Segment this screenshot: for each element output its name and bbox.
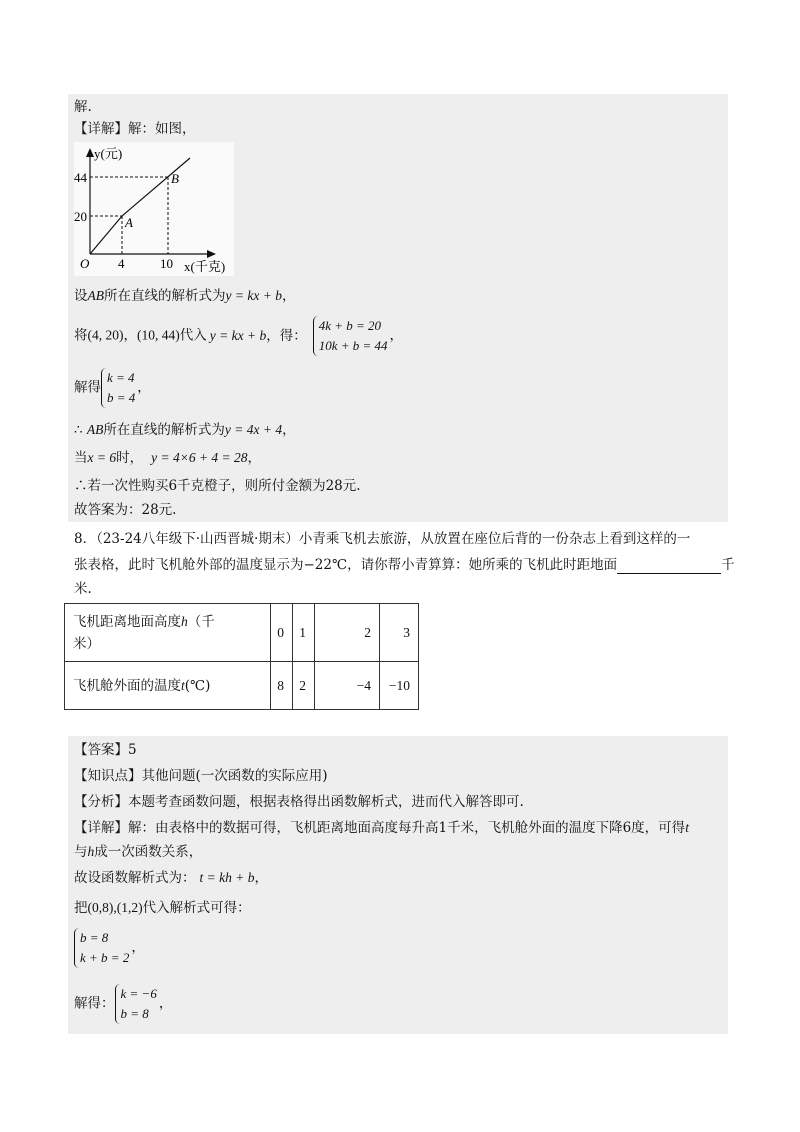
system-row-2 bbox=[74, 928, 145, 968]
sub-pre: 将 bbox=[74, 327, 88, 344]
table-cell: −4 bbox=[315, 662, 380, 710]
x-axis-label: x(千克) bbox=[184, 259, 226, 274]
line-graph bbox=[74, 142, 234, 276]
table-cell: 2 bbox=[293, 662, 315, 710]
row2-unit: (℃) bbox=[184, 677, 211, 694]
set-function-row bbox=[74, 869, 268, 887]
q8-line-2-text: 张表格，此时飞机舱外部的温度显示为−22℃，请你帮小青算算：她所乘的飞机此时距地面 bbox=[74, 557, 618, 573]
row1-label-a: 飞机距离地面高度 bbox=[73, 613, 181, 630]
set-line bbox=[74, 287, 295, 305]
when-pre: 当 bbox=[74, 450, 88, 466]
when-eq: y = 4×6 + 4 = 28 bbox=[151, 450, 248, 465]
table-cell: 3 bbox=[380, 604, 419, 662]
detail2-text: 解：由表格中的数据可得，飞机距离地面高度每升高1千米，飞机舱外面的温度下降6度，可得 bbox=[128, 820, 686, 836]
set-ab: AB bbox=[87, 288, 104, 303]
solve-line-1 bbox=[74, 368, 151, 408]
answer-blank bbox=[617, 559, 721, 574]
sub-get: ，得： bbox=[266, 327, 307, 344]
set-mid: 所在直线的解析式为 bbox=[104, 288, 226, 304]
sub-eq: y = kx + b bbox=[209, 327, 267, 343]
substitute-line bbox=[74, 316, 403, 356]
data-table bbox=[64, 603, 419, 710]
solution-system-1 bbox=[101, 368, 137, 408]
origin-label: O bbox=[80, 256, 90, 271]
equation-system-1 bbox=[313, 316, 390, 356]
analysis-text: 本题考查函数问题，根据表格得出函数解析式，进而代入解答即可. bbox=[128, 794, 524, 810]
sub-mid: 代入 bbox=[179, 327, 207, 344]
table-cell: 8 bbox=[271, 662, 293, 710]
detail2-pre: 与 bbox=[74, 844, 88, 860]
x-tick-4: 4 bbox=[118, 256, 125, 271]
detail-line bbox=[74, 120, 196, 138]
solve-row-2 bbox=[74, 984, 172, 1024]
table-cell: 0 bbox=[271, 604, 293, 662]
set-eq: y = kx + b bbox=[225, 288, 282, 303]
q8-line-2-post: 千 bbox=[721, 557, 735, 573]
sol1-a: k = 4 bbox=[107, 370, 135, 385]
therefore-line-1 bbox=[74, 421, 296, 439]
solve2-label: 解得： bbox=[74, 995, 115, 1012]
y-axis-label: y(元) bbox=[94, 146, 123, 161]
therefore-end: ， bbox=[282, 422, 296, 438]
x-axis-arrow bbox=[207, 250, 216, 258]
detail2-var-h: h bbox=[87, 844, 95, 859]
point-b-label: B bbox=[171, 171, 179, 186]
set-function-end: ， bbox=[254, 870, 268, 886]
answer-row bbox=[74, 741, 137, 759]
q8-line-2 bbox=[74, 556, 735, 574]
row1-label-b: （千 bbox=[187, 613, 215, 630]
therefore-ab: AB bbox=[86, 422, 104, 437]
sub-point-2: (10, 44) bbox=[137, 327, 180, 343]
sys1-eq-a: 4k + b = 20 bbox=[318, 318, 382, 333]
sol2-b: b = 8 bbox=[120, 1006, 149, 1021]
sub2-post: 代入解析式可得： bbox=[142, 900, 251, 916]
sol2-end: ， bbox=[158, 995, 173, 1012]
detail2-label: 【详解】 bbox=[74, 820, 128, 836]
row1-var: h bbox=[181, 613, 188, 629]
when-mid: 时， bbox=[116, 450, 144, 466]
detail-row-2 bbox=[74, 843, 202, 861]
sys2-a: b = 8 bbox=[80, 930, 109, 945]
table-cell: 1 bbox=[293, 604, 315, 662]
table-cell: −10 bbox=[380, 662, 419, 710]
sys2-end: ， bbox=[131, 939, 145, 956]
sub-sep: ， bbox=[123, 327, 137, 344]
detail2-text-2: 成一次函数关系， bbox=[94, 844, 203, 860]
x-tick-10: 10 bbox=[160, 256, 173, 271]
knowledge-row bbox=[74, 767, 328, 785]
solution-system-2 bbox=[115, 984, 159, 1024]
sub-point-1: (4, 20) bbox=[87, 327, 124, 343]
detail-text: 解：如图， bbox=[128, 121, 196, 137]
sol2-a: k = −6 bbox=[120, 986, 157, 1001]
y-tick-44: 44 bbox=[74, 170, 87, 185]
sub2-pre: 把 bbox=[74, 900, 88, 916]
y-tick-20: 20 bbox=[74, 209, 87, 224]
detail-row-1 bbox=[74, 819, 689, 837]
when-line bbox=[74, 449, 261, 467]
solve-label-1: 解得 bbox=[74, 379, 101, 396]
set-function-text: 故设函数解析式为： bbox=[74, 870, 196, 886]
sol1-b: b = 4 bbox=[107, 390, 136, 405]
sys1-eq-b: 10k + b = 44 bbox=[318, 338, 388, 353]
q8-line-1: 8．（23-24八年级下·山西晋城·期末）小青乘飞机去旅游，从放置在座位后背的一份杂志上看到这样的一 bbox=[74, 531, 691, 547]
conclusion-line: ∴若一次性购买6千克橙子，则所付金额为28元. bbox=[74, 478, 361, 494]
sub2-points: (0,8),(1,2) bbox=[87, 900, 143, 915]
answer-value: 5 bbox=[128, 742, 137, 758]
set-function-eq: t = kh + b bbox=[199, 870, 255, 885]
sys1-end: ， bbox=[389, 327, 404, 344]
substitute-row-2 bbox=[74, 899, 251, 917]
therefore-eq: y = 4x + 4 bbox=[224, 422, 283, 437]
therefore-mid: 所在直线的解析式为 bbox=[103, 422, 225, 438]
set-pre: 设 bbox=[74, 288, 88, 304]
knowledge-text: 其他问题(一次函数的实际应用) bbox=[141, 768, 328, 784]
row1-header bbox=[65, 604, 271, 662]
detail2-var-t: t bbox=[685, 820, 689, 835]
when-end: ， bbox=[247, 450, 262, 466]
sol1-end: ， bbox=[137, 379, 151, 396]
table-cell: 2 bbox=[315, 604, 380, 662]
row2-label: 飞机舱外面的温度 bbox=[73, 677, 181, 694]
table-row-temperature bbox=[65, 662, 419, 710]
row2-header bbox=[65, 662, 271, 710]
table-row-height bbox=[65, 604, 419, 662]
sys2-b: k + b = 2 bbox=[80, 950, 130, 965]
set-end: ， bbox=[281, 288, 296, 304]
equation-system-2 bbox=[74, 928, 131, 968]
answer-label: 【答案】 bbox=[74, 742, 128, 758]
therefore-pre: ∴ bbox=[74, 422, 87, 438]
analysis-row bbox=[74, 793, 524, 811]
row2-var: t bbox=[181, 677, 185, 693]
row1-label-c: 米） bbox=[73, 635, 100, 652]
knowledge-label: 【知识点】 bbox=[74, 768, 142, 784]
point-a-label: A bbox=[125, 215, 133, 230]
answer-line: 故答案为：28元. bbox=[74, 502, 177, 518]
analysis-label: 【分析】 bbox=[74, 794, 128, 810]
y-axis-arrow bbox=[86, 148, 94, 157]
q8-line-3: 米. bbox=[74, 581, 92, 597]
line-jie: 解. bbox=[74, 99, 92, 115]
detail-label: 【详解】 bbox=[74, 121, 128, 137]
when-x: x = 6 bbox=[87, 450, 117, 465]
